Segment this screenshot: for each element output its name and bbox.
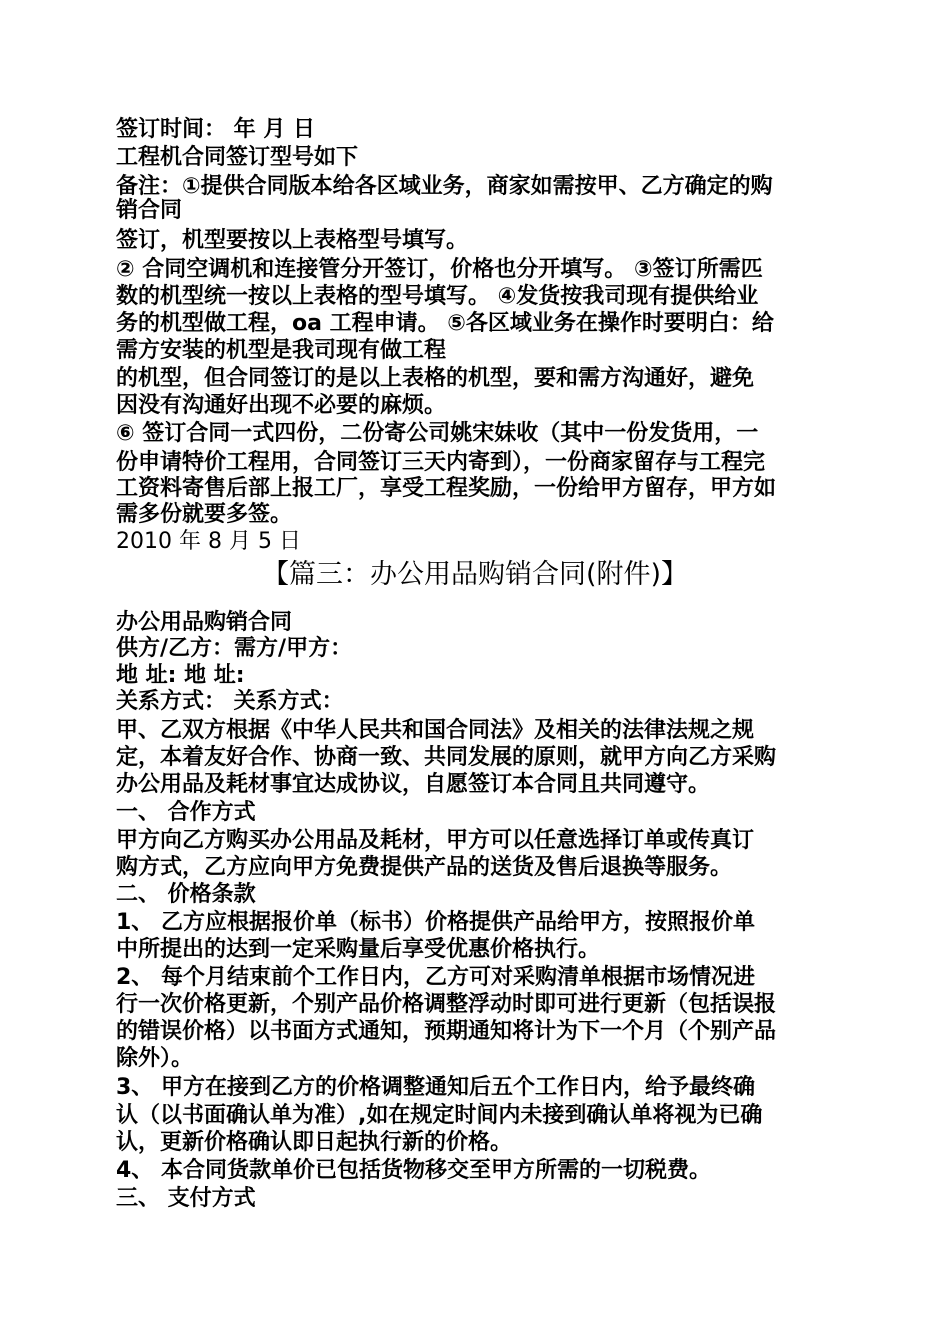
text-line: 4、 本合同货款单价已包括货物移交至甲方所需的一切税费。 bbox=[116, 1158, 711, 1183]
text-line: 份申请特价工程用，合同签订三天内寄到），一份商家留存与工程完 bbox=[116, 450, 766, 475]
section-heading: 【篇三：办公用品购销合同(附件)】 bbox=[261, 559, 689, 590]
text-line: ② 合同空调机和连接管分开签订，价格也分开填写。 ③签订所需匹 bbox=[116, 257, 763, 282]
parties-line: 供方/乙方：需方/甲方： bbox=[116, 636, 353, 661]
text-line: 的机型，但合同签订的是以上表格的机型，要和需方沟通好，避免 bbox=[116, 366, 755, 391]
text-line: 甲、乙双方根据《中华人民共和国合同法》及相关的法律法规之规 bbox=[116, 718, 755, 743]
contact-line: 关系方式： 关系方式： bbox=[116, 689, 344, 714]
text-line: 甲方向乙方购买办公用品及耗材，甲方可以任意选择订单或传真订 bbox=[116, 828, 755, 853]
text-line: 办公用品及耗材事宜达成协议，自愿签订本合同且共同遵守。 bbox=[116, 772, 711, 797]
text-line: 工程机合同签订型号如下 bbox=[116, 145, 359, 170]
text-line: 的错误价格）以书面方式通知，预期通知将计为下一个月（个别产品 bbox=[116, 1019, 777, 1044]
text-line: 除外）。 bbox=[116, 1046, 194, 1071]
text-line: 需多份就要多签。 bbox=[116, 502, 293, 527]
text-line: 需方安装的机型是我司现有做工程 bbox=[116, 338, 447, 363]
text-line: 工资料寄售后部上报工厂，享受工程奖励，一份给甲方留存，甲方如 bbox=[116, 476, 777, 501]
text-line: 中所提出的达到一定采购量后享受优惠价格执行。 bbox=[116, 937, 601, 962]
text-line: 2、 每个月结束前个工作日内，乙方可对采购清单根据市场情况进 bbox=[116, 965, 755, 990]
section-title: 二、 价格条款 bbox=[116, 882, 256, 907]
contract-title: 办公用品购销合同 bbox=[116, 610, 293, 635]
address-line: 地 址: 地 址: bbox=[116, 663, 245, 688]
text-line: 数的机型统一按以上表格的型号填写。 ④发货按我司现有提供给业 bbox=[116, 284, 759, 309]
text-line: 销合同 bbox=[116, 198, 183, 223]
date-line: 2010 年 8 月 5 日 bbox=[116, 529, 301, 554]
text-line: 3、 甲方在接到乙方的价格调整通知后五个工作日内，给予最终确 bbox=[116, 1075, 755, 1100]
text-line: 备注：①提供合同版本给各区域业务，商家如需按甲、乙方确定的购 bbox=[116, 174, 773, 199]
section-title: 三、 支付方式 bbox=[116, 1186, 256, 1211]
text-line: 因没有沟通好出现不必要的麻烦。 bbox=[116, 393, 447, 418]
section-title: 一、 合作方式 bbox=[116, 800, 256, 825]
text-line: 认（以书面确认单为准）,如在规定时间内未接到确认单将视为已确 bbox=[116, 1103, 763, 1128]
text-line: 行一次价格更新，个别产品价格调整浮动时即可进行更新（包括误报 bbox=[116, 992, 777, 1017]
signing-time-line: 签订时间： 年 月 日 bbox=[116, 117, 315, 142]
text-line: 1、 乙方应根据报价单（标书）价格提供产品给甲方，按照报价单 bbox=[116, 910, 755, 935]
text-line: 购方式，乙方应向甲方免费提供产品的送货及售后退换等服务。 bbox=[116, 855, 733, 880]
text-line: ⑥ 签订合同一式四份，二份寄公司姚宋妹收（其中一份发货用，一 bbox=[116, 421, 759, 446]
text-line: 认，更新价格确认即日起执行新的价格。 bbox=[116, 1130, 513, 1155]
text-line: 定，本着友好合作、协商一致、共同发展的原则，就甲方向乙方采购 bbox=[116, 745, 777, 770]
text-line: 签订，机型要按以上表格型号填写。 bbox=[116, 228, 469, 253]
text-line: 务的机型做工程，oa 工程申请。 ⑤各区域业务在操作时要明白：给 bbox=[116, 311, 774, 336]
